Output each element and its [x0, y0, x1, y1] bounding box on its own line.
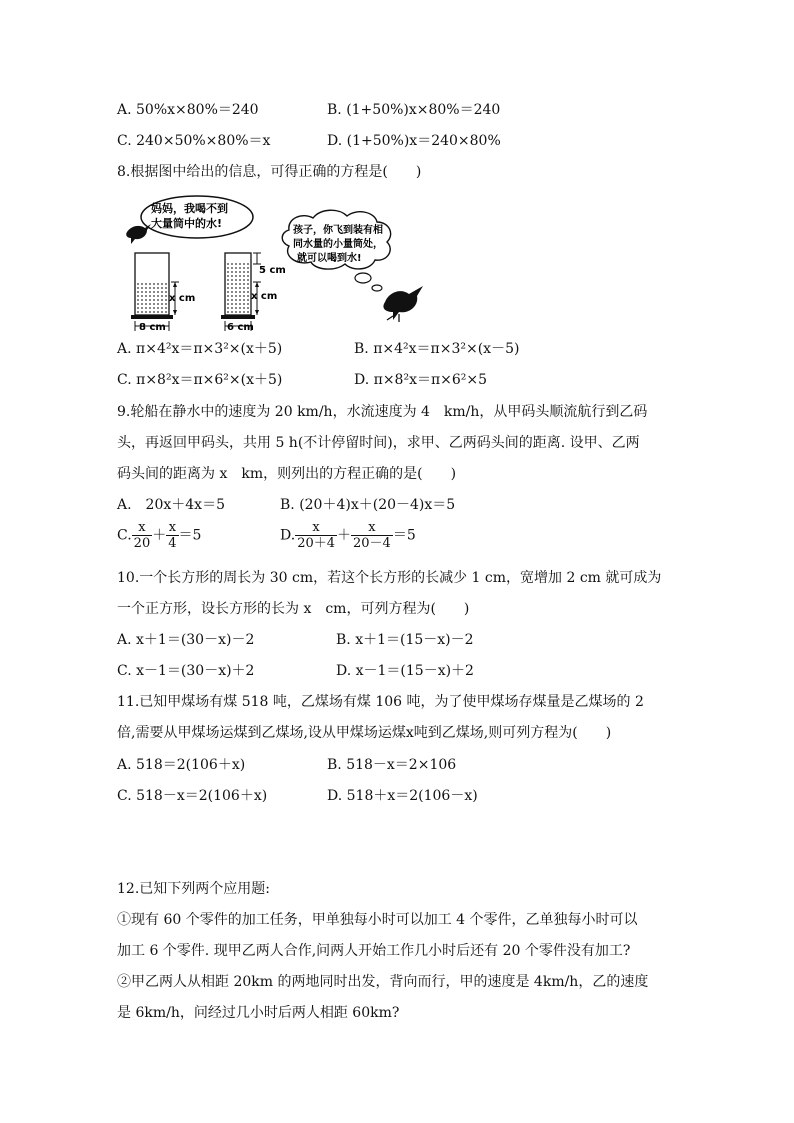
numerator: x	[166, 520, 178, 536]
q7-option-b: B. (1+50%)x×80%＝240	[327, 102, 501, 118]
bubble-right-line3: 就可以喝到水!	[297, 253, 362, 264]
label-5-cm: 5 cm	[259, 265, 286, 276]
q8-option-d: D. π×8²x＝π×6²×5	[354, 372, 488, 388]
small-beaker	[221, 253, 261, 319]
q10-option-a: A. x＋1＝(30－x)－2	[117, 632, 255, 648]
label-x-cm-right: x cm	[251, 291, 278, 302]
q7-option-a: A. 50%x×80%＝240	[117, 102, 259, 118]
q9-option-b: B. (20＋4)x＋(20－4)x＝5	[280, 497, 456, 513]
denominator: 20＋4	[297, 536, 336, 551]
fraction	[351, 520, 393, 551]
numerator: x	[351, 520, 393, 536]
q7-option-d: D. (1+50%)x＝240×80%	[327, 133, 501, 149]
q10-option-c: C. x－1＝(30－x)＋2	[117, 663, 255, 679]
q11-option-c: C. 518－x＝2(106＋x)	[117, 788, 268, 804]
q9-option-a: A. 20x＋4x＝5	[117, 497, 225, 513]
q11-line-2: 倍,需要从甲煤场运煤到乙煤场,设从甲煤场运煤x吨到乙煤场,则可列方程为( )	[117, 725, 612, 741]
fraction	[166, 520, 178, 551]
q8-stem: 8.根据图中给出的信息，可得正确的方程是( )	[117, 164, 422, 180]
q8-option-c: C. π×8²x＝π×6²×(x＋5)	[117, 372, 283, 388]
q9-line-2: 头，再返回甲码头，共用 5 h(不计停留时间)，求甲、乙两码头间的距离. 设甲、乙两	[117, 435, 640, 451]
bubble-left-line1: 妈妈，我喝不到	[151, 202, 228, 215]
q11-option-d: D. 518＋x＝2(106－x)	[327, 788, 478, 804]
equals-part: ＝5	[178, 527, 202, 544]
q9-option-d	[280, 520, 416, 551]
q7-option-c: C. 240×50%×80%＝x	[117, 133, 271, 149]
label-8-cm: 8 cm	[139, 322, 166, 333]
label-6-cm: 6 cm	[227, 322, 254, 333]
q12-problem2-line-1: ②甲乙两人从相距 20km 的两地同时出发，背向而行，甲的速度是 4km/h，乙的速度	[117, 974, 649, 990]
q8-option-a: A. π×4²x＝π×3²×(x＋5)	[117, 341, 283, 357]
bird-left-icon	[126, 224, 151, 244]
q8-option-b: B. π×4²x＝π×3²×(x－5)	[354, 341, 520, 357]
q12-stem: 12.已知下列两个应用题:	[117, 881, 270, 897]
plus-sign: ＋	[337, 527, 352, 544]
q9-d-prefix: D.	[280, 527, 296, 544]
numerator: x	[295, 520, 337, 536]
q9-line-1: 9.轮船在静水中的速度为 20 km/h，水流速度为 4 km/h，从甲码头顺流航行到乙码	[117, 404, 648, 420]
q9-line-3: 码头间的距离为 x km，则列出的方程正确的是( )	[117, 466, 457, 482]
q9-option-c	[117, 520, 201, 551]
bubble-right-line2: 同水量的小量筒处，	[293, 239, 383, 250]
denominator: 4	[168, 536, 177, 551]
label-x-cm-left: x cm	[169, 293, 196, 304]
q11-option-a: A. 518＝2(106＋x)	[117, 757, 246, 773]
q10-option-b: B. x＋1＝(15－x)－2	[336, 632, 474, 648]
q9-c-prefix: C.	[117, 527, 132, 544]
fraction	[295, 520, 337, 551]
q12-problem2-line-2: 是 6km/h，问经过几小时后两人相距 60km?	[117, 1005, 400, 1021]
denominator: 20	[133, 536, 151, 551]
bubble-left-line2: 大量筒中的水!	[151, 217, 223, 230]
fraction	[132, 520, 153, 551]
q11-option-b: B. 518－x＝2×106	[327, 757, 457, 773]
bubble-right-line1: 孩子，你飞到装有相	[293, 225, 383, 236]
q10-line-1: 10.一个长方形的周长为 30 cm，若这个长方形的长减少 1 cm，宽增加 2 cm 就可成为	[117, 570, 662, 586]
q10-line-2: 一个正方形，设长方形的长为 x cm，可列方程为( )	[117, 601, 470, 617]
plus-sign: ＋	[152, 527, 167, 544]
large-beaker	[131, 253, 179, 319]
q12-problem1-line-1: ①现有 60 个零件的加工任务，甲单独每小时可以加工 4 个零件，乙单独每小时可以	[117, 912, 638, 928]
q11-line-1: 11.已知甲煤场有煤 518 吨，乙煤场有煤 106 吨，为了使甲煤场存煤量是乙煤场的 2	[117, 694, 644, 710]
numerator: x	[132, 520, 153, 536]
q12-problem1-line-2: 加工 6 个零件. 现甲乙两人合作,问两人开始工作几小时后还有 20 个零件没有加工?	[117, 943, 631, 959]
q10-option-d: D. x－1＝(15－x)＋2	[336, 663, 474, 679]
bird-right-icon	[383, 286, 423, 322]
denominator: 20－4	[353, 536, 391, 551]
q8-figure	[117, 190, 437, 335]
equals-part: ＝5	[392, 527, 416, 544]
right-thought-cloud	[282, 210, 390, 291]
